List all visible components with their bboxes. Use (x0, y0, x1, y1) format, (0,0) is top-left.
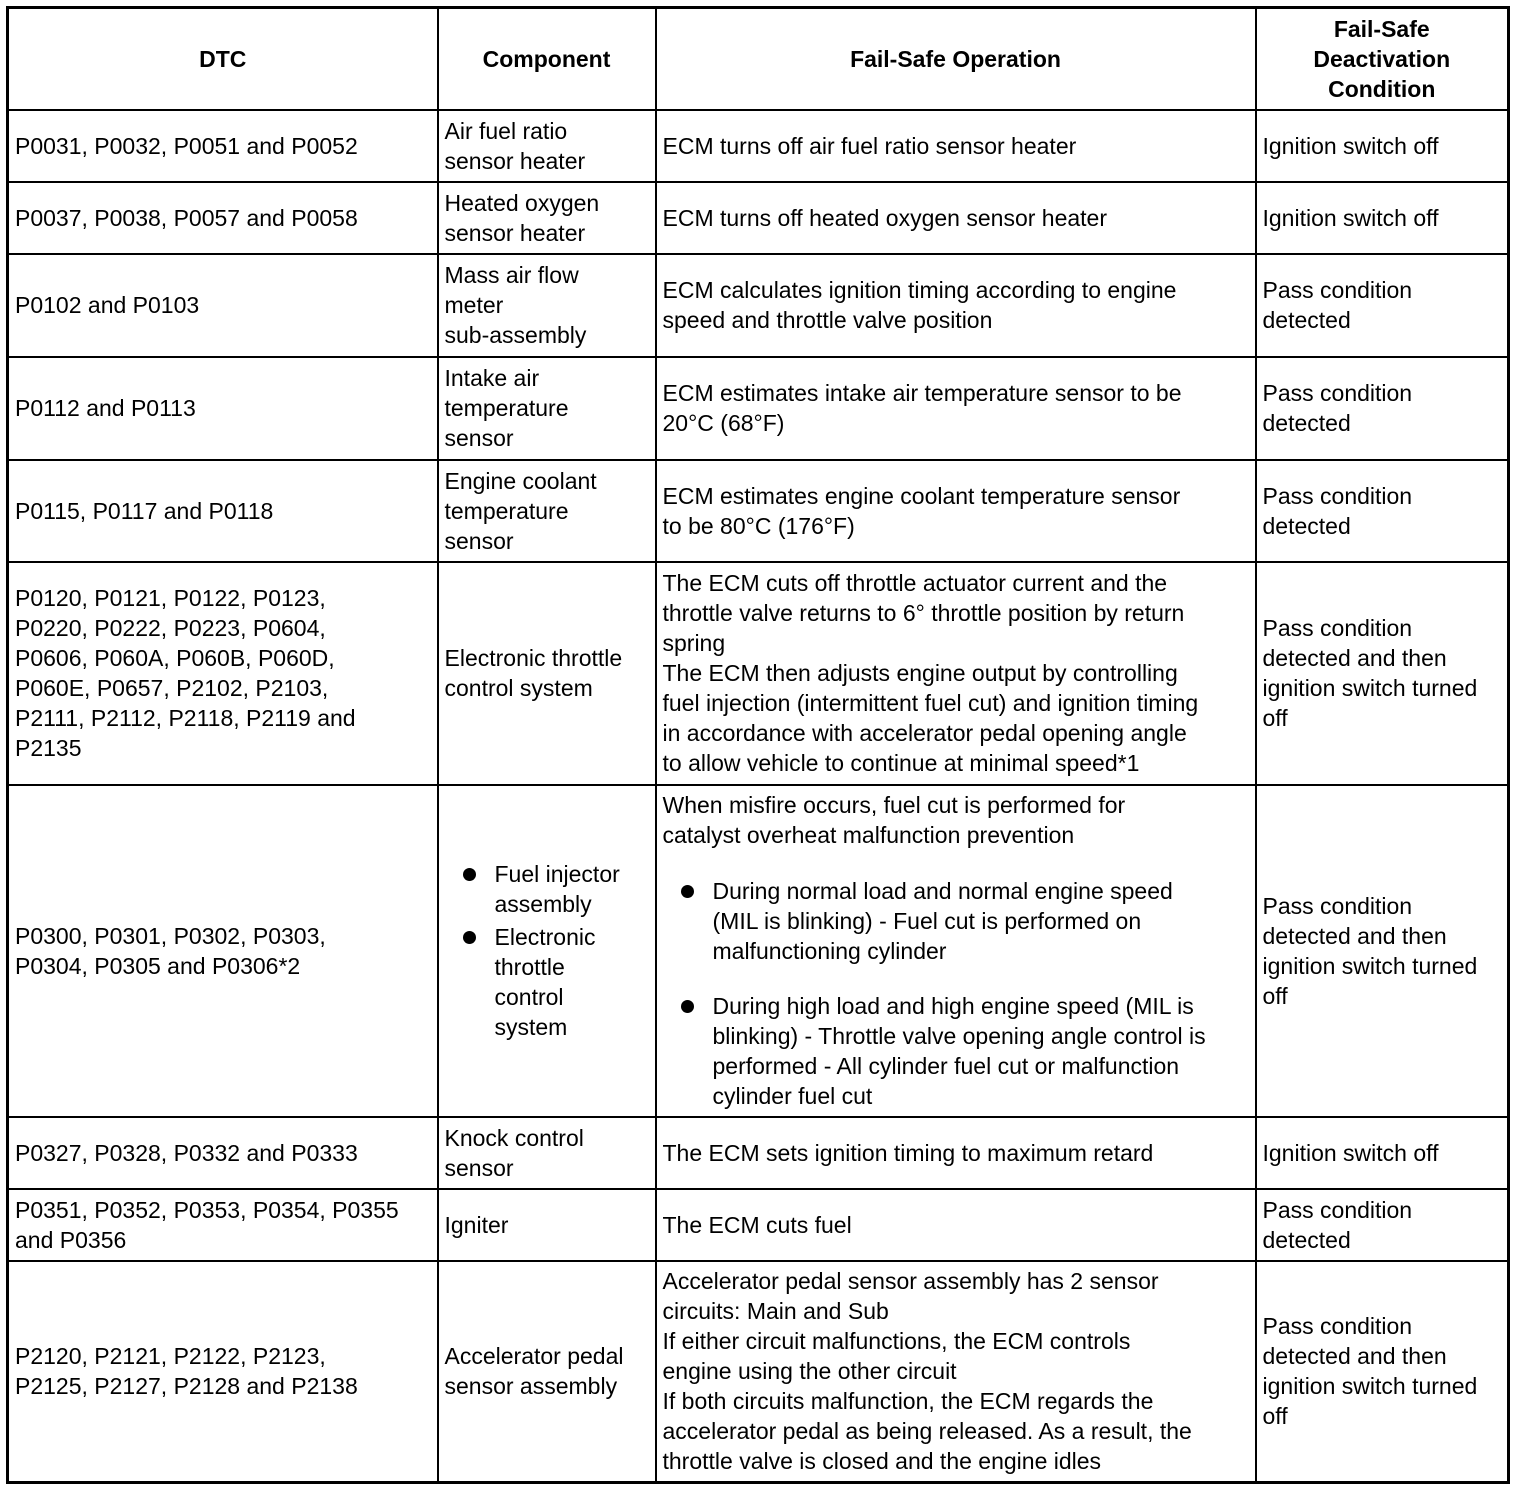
operation-cell: The ECM cuts fuel (656, 1189, 1256, 1261)
operation-line: throttle valve is closed and the engine idles (662, 1448, 1102, 1475)
component-line: temperature (444, 395, 569, 421)
operation-line: circuits: Main and Sub (662, 1298, 889, 1325)
operation-line: in accordance with accelerator pedal opening angle (662, 720, 1187, 746)
component-line: temperature (444, 497, 569, 524)
component-cell: Igniter (438, 1189, 656, 1261)
operation-line: The ECM cuts off throttle actuator current and the (662, 570, 1168, 596)
operation-line: ECM estimates intake air temperature sensor to be (662, 380, 1182, 406)
deactivation-cell: Ignition switch off (1256, 1117, 1509, 1189)
dtc-line: P0220, P0222, P0223, P0604, (15, 615, 326, 641)
table-row (8, 182, 1509, 254)
deactivation-cell (1256, 562, 1509, 785)
operation-cell: ECM turns off heated oxygen sensor heater (656, 182, 1256, 254)
deactivation-line: ignition switch turned (1262, 952, 1478, 979)
header-row (8, 8, 1509, 110)
operation-cell: The ECM sets ignition timing to maximum retard (656, 1117, 1256, 1189)
component-line: meter (444, 292, 504, 318)
operation-line: spring (662, 630, 726, 656)
bullet-line: During normal load and normal engine speed (712, 878, 1173, 904)
header-deactivation-line: Condition (1328, 75, 1436, 102)
component-line: sub-assembly (444, 322, 587, 348)
operation-cell (656, 357, 1256, 460)
operation-line: to be 80°C (176°F) (662, 512, 855, 539)
header-deactivation (1256, 8, 1509, 110)
bullet-line: system (494, 1014, 568, 1040)
dtc-line: P2120, P2121, P2122, P2123, (15, 1343, 326, 1370)
dtc-cell (8, 562, 438, 785)
dtc-cell (8, 1261, 438, 1483)
operation-line: If both circuits malfunction, the ECM regards the (662, 1388, 1154, 1415)
bullet-line: blinking) - Throttle valve opening angle control is (712, 1023, 1206, 1049)
dtc-cell: P0102 and P0103 (8, 254, 438, 357)
header-deactivation-line: Fail-Safe (1333, 15, 1430, 42)
operation-line: ECM calculates ignition timing according to engine (662, 277, 1177, 303)
operation-bullet-list (663, 876, 1249, 1111)
deactivation-cell (1256, 785, 1509, 1117)
component-cell (438, 460, 656, 562)
deactivation-line: off (1262, 982, 1288, 1009)
dtc-cell: P0031, P0032, P0051 and P0052 (8, 110, 438, 182)
dtc-line: P0300, P0301, P0302, P0303, (15, 922, 326, 949)
operation-line: If either circuit malfunctions, the ECM controls (662, 1328, 1131, 1355)
dtc-cell (8, 785, 438, 1117)
component-cell (438, 110, 656, 182)
bullet-line: malfunctioning cylinder (712, 938, 947, 964)
dtc-line: P2135 (15, 735, 82, 761)
table-row (8, 254, 1509, 357)
deactivation-line: detected (1262, 1226, 1351, 1253)
component-line: Engine coolant (444, 467, 597, 494)
bullet-line: control (494, 984, 564, 1010)
table-row (8, 1261, 1509, 1483)
deactivation-line: off (1262, 1403, 1288, 1430)
component-line: Mass air flow (444, 262, 579, 288)
deactivation-line: ignition switch turned (1262, 1373, 1478, 1400)
operation-bullet-item (663, 876, 1249, 966)
deactivation-line: Pass condition (1262, 277, 1413, 303)
deactivation-cell: Ignition switch off (1256, 110, 1509, 182)
bullet-line: (MIL is blinking) - Fuel cut is performed on (712, 908, 1142, 934)
operation-cell (656, 254, 1256, 357)
deactivation-cell (1256, 357, 1509, 460)
component-cell (438, 254, 656, 357)
component-line: Air fuel ratio (444, 117, 568, 144)
operation-line: throttle valve returns to 6° throttle position by return (662, 600, 1185, 626)
operation-cell (656, 785, 1256, 1117)
deactivation-line: Pass condition (1262, 892, 1413, 919)
table-row (8, 562, 1509, 785)
dtc-cell: P0037, P0038, P0057 and P0058 (8, 182, 438, 254)
dtc-line: P060E, P0657, P2102, P2103, (15, 675, 329, 701)
dtc-cell: P0115, P0117 and P0118 (8, 460, 438, 562)
component-cell (438, 1117, 656, 1189)
dtc-cell: P0327, P0328, P0332 and P0333 (8, 1117, 438, 1189)
deactivation-line: detected (1262, 512, 1351, 539)
component-line: sensor assembly (444, 1373, 618, 1400)
component-cell (438, 357, 656, 460)
bullet-line: performed - All cylinder fuel cut or malfunction (712, 1053, 1180, 1079)
operation-line: engine using the other circuit (662, 1358, 957, 1385)
component-line: sensor heater (444, 219, 586, 246)
deactivation-line: Pass condition (1262, 1196, 1413, 1223)
deactivation-line: ignition switch turned (1262, 675, 1478, 701)
bullet-line: assembly (494, 891, 592, 917)
header-dtc: DTC (8, 8, 438, 110)
component-line: Electronic throttle (444, 645, 623, 671)
operation-line: catalyst overheat malfunction prevention (662, 822, 1075, 848)
deactivation-line: detected (1262, 410, 1351, 436)
component-line: Heated oxygen (444, 189, 600, 216)
table-row (8, 785, 1509, 1117)
operation-cell (656, 1261, 1256, 1483)
operation-cell (656, 460, 1256, 562)
table-row (8, 1117, 1509, 1189)
operation-line: speed and throttle valve position (662, 307, 993, 333)
table-row (8, 110, 1509, 182)
component-line: Intake air (444, 365, 540, 391)
component-bullet-item (445, 859, 649, 919)
deactivation-line: off (1262, 705, 1288, 731)
deactivation-line: detected (1262, 307, 1351, 333)
fail-safe-table (6, 6, 1510, 1484)
header-component: Component (438, 8, 656, 110)
operation-line: Accelerator pedal sensor assembly has 2 sensor (662, 1268, 1159, 1295)
dtc-line: P0304, P0305 and P0306*2 (15, 952, 301, 979)
deactivation-cell (1256, 1261, 1509, 1483)
header-deactivation-line: Deactivation (1313, 45, 1451, 72)
bullet-line: During high load and high engine speed (MIL is (712, 993, 1194, 1019)
operation-line: 20°C (68°F) (662, 410, 785, 436)
bullet-line: Electronic (494, 924, 596, 950)
component-cell (438, 785, 656, 1117)
component-bullet-list (445, 859, 649, 1042)
operation-line: The ECM then adjusts engine output by controlling (662, 660, 1178, 686)
operation-line: fuel injection (intermittent fuel cut) and ignition timing (662, 690, 1199, 716)
dtc-line: and P0356 (15, 1226, 127, 1253)
operation-line: to allow vehicle to continue at minimal speed*1 (662, 750, 1140, 776)
deactivation-line: detected and then (1262, 922, 1447, 949)
deactivation-cell (1256, 460, 1509, 562)
operation-bullet-item (663, 991, 1249, 1111)
component-line: sensor heater (444, 147, 586, 174)
deactivation-line: detected and then (1262, 645, 1447, 671)
bullet-line: throttle (494, 954, 565, 980)
component-cell (438, 562, 656, 785)
table-row (8, 1189, 1509, 1261)
dtc-line: P0351, P0352, P0353, P0354, P0355 (15, 1196, 399, 1223)
component-line: sensor (444, 425, 514, 451)
dtc-line: P2125, P2127, P2128 and P2138 (15, 1373, 358, 1400)
component-cell (438, 182, 656, 254)
component-cell (438, 1261, 656, 1483)
deactivation-cell (1256, 1189, 1509, 1261)
deactivation-line: detected and then (1262, 1343, 1447, 1370)
operation-line: ECM estimates engine coolant temperature sensor (662, 482, 1181, 509)
component-line: Knock control (444, 1124, 584, 1151)
component-line: sensor (444, 527, 514, 554)
component-line: Accelerator pedal (444, 1343, 624, 1370)
dtc-line: P0606, P060A, P060B, P060D, (15, 645, 335, 671)
deactivation-line: Pass condition (1262, 1313, 1413, 1340)
deactivation-line: Pass condition (1262, 615, 1413, 641)
operation-cell (656, 562, 1256, 785)
spacer (663, 850, 1249, 876)
dtc-cell (8, 1189, 438, 1261)
table-row (8, 357, 1509, 460)
dtc-line: P0120, P0121, P0122, P0123, (15, 585, 326, 611)
component-bullet-item (445, 922, 649, 1042)
dtc-line: P2111, P2112, P2118, P2119 and (15, 705, 356, 731)
deactivation-cell (1256, 254, 1509, 357)
deactivation-line: Pass condition (1262, 380, 1413, 406)
deactivation-line: Pass condition (1262, 482, 1413, 509)
operation-cell: ECM turns off air fuel ratio sensor heater (656, 110, 1256, 182)
component-line: control system (444, 675, 593, 701)
deactivation-cell: Ignition switch off (1256, 182, 1509, 254)
operation-line: accelerator pedal as being released. As a result, the (662, 1418, 1192, 1445)
bullet-line: Fuel injector (494, 861, 620, 887)
table-row (8, 460, 1509, 562)
header-operation: Fail-Safe Operation (656, 8, 1256, 110)
component-line: sensor (444, 1154, 514, 1181)
dtc-cell: P0112 and P0113 (8, 357, 438, 460)
bullet-line: cylinder fuel cut (712, 1083, 873, 1109)
operation-line: When misfire occurs, fuel cut is performed for (662, 792, 1126, 818)
